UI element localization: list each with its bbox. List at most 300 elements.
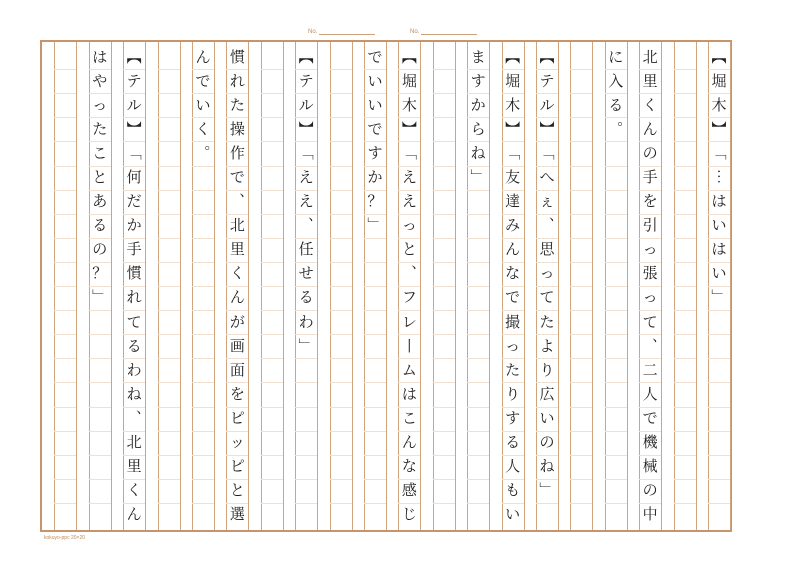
grid-horizontal-line <box>467 431 489 432</box>
grid-horizontal-line <box>605 382 627 383</box>
grid-horizontal-line <box>54 310 76 311</box>
text-column <box>226 45 248 527</box>
character-cell: 広 <box>539 384 555 403</box>
character-cell: で <box>367 119 383 138</box>
grid-horizontal-line <box>330 334 352 335</box>
grid-vertical-line <box>214 42 215 530</box>
character-cell: ︼ <box>539 119 555 138</box>
grid-horizontal-line <box>192 455 214 456</box>
grid-horizontal-line <box>570 431 592 432</box>
grid-horizontal-line <box>674 431 696 432</box>
grid-horizontal-line <box>295 358 317 359</box>
grid-horizontal-line <box>605 214 627 215</box>
character-cell: ﹂ <box>92 288 108 307</box>
character-cell: っ <box>642 288 658 307</box>
grid-horizontal-line <box>330 479 352 480</box>
character-cell: て <box>539 288 555 307</box>
character-cell: ︑ <box>126 408 142 427</box>
character-cell: か <box>126 216 142 235</box>
grid-horizontal-line <box>158 479 180 480</box>
character-cell: か <box>470 95 486 114</box>
grid-horizontal-line <box>708 503 730 504</box>
character-cell: わ <box>126 360 142 379</box>
grid-horizontal-line <box>605 190 627 191</box>
character-cell: と <box>92 168 108 187</box>
grid-horizontal-line <box>674 141 696 142</box>
grid-horizontal-line <box>364 479 386 480</box>
character-cell: で <box>505 288 521 307</box>
character-cell: で <box>229 168 245 187</box>
character-cell: ︼ <box>401 119 417 138</box>
character-cell: ピ <box>229 408 245 427</box>
grid-horizontal-line <box>364 310 386 311</box>
character-cell: く <box>195 119 211 138</box>
grid-horizontal-line <box>570 166 592 167</box>
grid-horizontal-line <box>54 166 76 167</box>
character-cell: り <box>505 384 521 403</box>
grid-horizontal-line <box>674 166 696 167</box>
grid-vertical-line <box>455 42 456 530</box>
grid-horizontal-line <box>158 141 180 142</box>
character-cell: に <box>608 47 624 66</box>
character-cell: ︼ <box>711 119 727 138</box>
character-cell: は <box>401 384 417 403</box>
grid-horizontal-line <box>295 431 317 432</box>
grid-horizontal-line <box>54 190 76 191</box>
character-cell: ﹂ <box>298 336 314 355</box>
grid-horizontal-line <box>295 407 317 408</box>
character-cell: た <box>92 119 108 138</box>
character-cell: よ <box>539 336 555 355</box>
grid-horizontal-line <box>330 286 352 287</box>
character-cell: 二 <box>642 360 658 379</box>
character-cell: ︻ <box>539 47 555 66</box>
grid-horizontal-line <box>674 190 696 191</box>
grid-horizontal-line <box>54 141 76 142</box>
character-cell: ら <box>470 119 486 138</box>
grid-vertical-line <box>283 42 284 530</box>
grid-horizontal-line <box>467 358 489 359</box>
character-cell: ッ <box>229 433 245 452</box>
character-cell: で <box>195 71 211 90</box>
character-cell: ︼ <box>298 119 314 138</box>
character-cell: 人 <box>505 457 521 476</box>
grid-horizontal-line <box>158 286 180 287</box>
grid-vertical-line <box>352 42 353 530</box>
grid-horizontal-line <box>708 407 730 408</box>
character-cell: は <box>711 192 727 211</box>
grid-horizontal-line <box>674 262 696 263</box>
character-cell: 人 <box>642 384 658 403</box>
grid-horizontal-line <box>570 141 592 142</box>
character-cell: い <box>505 505 521 524</box>
character-cell: ？ <box>92 264 108 283</box>
character-cell: 任 <box>298 240 314 259</box>
grid-horizontal-line <box>433 117 455 118</box>
character-cell: じ <box>401 505 417 524</box>
grid-horizontal-line <box>570 238 592 239</box>
character-cell: も <box>505 481 521 500</box>
character-cell: い <box>711 264 727 283</box>
grid-horizontal-line <box>605 479 627 480</box>
grid-horizontal-line <box>433 286 455 287</box>
character-cell: ︙ <box>711 168 727 187</box>
grid-horizontal-line <box>570 407 592 408</box>
grid-horizontal-line <box>467 238 489 239</box>
character-cell: の <box>539 433 555 452</box>
grid-horizontal-line <box>433 358 455 359</box>
character-cell: た <box>539 312 555 331</box>
grid-vertical-line <box>420 42 421 530</box>
grid-horizontal-line <box>261 93 283 94</box>
grid-horizontal-line <box>364 455 386 456</box>
character-cell: ル <box>298 95 314 114</box>
grid-horizontal-line <box>261 141 283 142</box>
character-cell: 堀 <box>401 71 417 90</box>
text-column <box>467 45 489 190</box>
grid-horizontal-line <box>467 503 489 504</box>
character-cell: ︻ <box>711 47 727 66</box>
grid-horizontal-line <box>364 334 386 335</box>
character-cell: ︻ <box>126 47 142 66</box>
character-cell: ︑ <box>298 216 314 235</box>
grid-horizontal-line <box>54 117 76 118</box>
character-cell: す <box>367 143 383 162</box>
text-column <box>639 45 661 527</box>
grid-horizontal-line <box>364 382 386 383</box>
character-cell: あ <box>92 192 108 211</box>
grid-horizontal-line <box>467 262 489 263</box>
grid-horizontal-line <box>261 69 283 70</box>
character-cell: ︻ <box>298 47 314 66</box>
number-field-1 <box>308 29 375 35</box>
grid-vertical-line <box>317 42 318 530</box>
manuscript-sheet <box>40 40 732 532</box>
character-cell: ？ <box>367 192 383 211</box>
text-column <box>502 45 524 527</box>
grid-vertical-line <box>386 42 387 530</box>
grid-horizontal-line <box>433 503 455 504</box>
character-cell: ね <box>539 457 555 476</box>
grid-horizontal-line <box>674 238 696 239</box>
character-cell: み <box>505 216 521 235</box>
grid-horizontal-line <box>158 69 180 70</box>
grid-horizontal-line <box>261 382 283 383</box>
grid-horizontal-line <box>330 141 352 142</box>
grid-horizontal-line <box>605 238 627 239</box>
number-label: No. <box>308 29 318 35</box>
grid-horizontal-line <box>433 479 455 480</box>
grid-horizontal-line <box>192 479 214 480</box>
character-cell: 張 <box>642 264 658 283</box>
grid-horizontal-line <box>330 455 352 456</box>
grid-horizontal-line <box>192 166 214 167</box>
grid-horizontal-line <box>330 238 352 239</box>
grid-horizontal-line <box>54 334 76 335</box>
grid-horizontal-line <box>89 310 111 311</box>
character-cell: ん <box>126 505 142 524</box>
character-cell: る <box>608 95 624 114</box>
character-cell: る <box>126 336 142 355</box>
grid-horizontal-line <box>605 455 627 456</box>
character-cell: ︑ <box>642 336 658 355</box>
grid-horizontal-line <box>570 310 592 311</box>
character-cell: れ <box>229 71 245 90</box>
grid-horizontal-line <box>708 455 730 456</box>
character-cell: の <box>92 240 108 259</box>
character-cell: ル <box>539 95 555 114</box>
character-cell: す <box>505 408 521 427</box>
grid-horizontal-line <box>261 455 283 456</box>
character-cell: な <box>505 264 521 283</box>
character-cell: ね <box>470 143 486 162</box>
grid-horizontal-line <box>433 431 455 432</box>
paper-code: kokuyo-ppc 20×20 <box>44 535 86 541</box>
grid-horizontal-line <box>158 93 180 94</box>
grid-horizontal-line <box>674 69 696 70</box>
character-cell: て <box>126 312 142 331</box>
grid-horizontal-line <box>158 166 180 167</box>
grid-horizontal-line <box>158 214 180 215</box>
grid-horizontal-line <box>570 93 592 94</box>
grid-horizontal-line <box>192 358 214 359</box>
grid-horizontal-line <box>605 141 627 142</box>
character-cell: ﹂ <box>470 168 486 187</box>
grid-horizontal-line <box>674 93 696 94</box>
character-cell: り <box>539 360 555 379</box>
grid-horizontal-line <box>570 214 592 215</box>
grid-horizontal-line <box>54 93 76 94</box>
grid-horizontal-line <box>467 382 489 383</box>
character-cell: ぇ <box>539 192 555 211</box>
character-cell: 感 <box>401 481 417 500</box>
character-cell: 入 <box>608 71 624 90</box>
grid-horizontal-line <box>674 382 696 383</box>
character-cell: る <box>298 288 314 307</box>
grid-horizontal-line <box>89 382 111 383</box>
number-blank <box>421 34 477 35</box>
character-cell: っ <box>401 216 417 235</box>
grid-horizontal-line <box>295 503 317 504</box>
grid-horizontal-line <box>261 238 283 239</box>
character-cell: ︼ <box>505 119 521 138</box>
character-cell: ﹁ <box>711 143 727 162</box>
character-cell: 画 <box>229 336 245 355</box>
grid-vertical-line <box>76 42 77 530</box>
character-cell: て <box>642 312 658 331</box>
character-cell: い <box>367 71 383 90</box>
grid-horizontal-line <box>261 407 283 408</box>
grid-horizontal-line <box>364 358 386 359</box>
character-cell: い <box>539 408 555 427</box>
character-cell: る <box>505 433 521 452</box>
character-cell: く <box>642 95 658 114</box>
grid-horizontal-line <box>261 214 283 215</box>
character-cell: ︒ <box>608 119 624 138</box>
grid-horizontal-line <box>330 166 352 167</box>
grid-horizontal-line <box>158 190 180 191</box>
grid-horizontal-line <box>192 286 214 287</box>
grid-vertical-line <box>730 42 731 530</box>
grid-horizontal-line <box>570 479 592 480</box>
character-cell: 木 <box>401 95 417 114</box>
grid-horizontal-line <box>605 431 627 432</box>
grid-horizontal-line <box>467 455 489 456</box>
grid-horizontal-line <box>674 286 696 287</box>
grid-horizontal-line <box>605 503 627 504</box>
grid-horizontal-line <box>708 382 730 383</box>
character-cell: だ <box>126 192 142 211</box>
grid-horizontal-line <box>330 407 352 408</box>
character-cell: ま <box>470 47 486 66</box>
grid-horizontal-line <box>364 431 386 432</box>
character-cell: ん <box>195 47 211 66</box>
grid-vertical-line <box>145 42 146 530</box>
grid-horizontal-line <box>674 455 696 456</box>
grid-horizontal-line <box>261 310 283 311</box>
text-column <box>398 45 420 527</box>
grid-horizontal-line <box>89 407 111 408</box>
grid-vertical-line <box>111 42 112 530</box>
grid-horizontal-line <box>605 358 627 359</box>
grid-horizontal-line <box>261 503 283 504</box>
grid-horizontal-line <box>570 334 592 335</box>
character-cell: わ <box>298 312 314 331</box>
grid-horizontal-line <box>708 310 730 311</box>
character-cell: ﹂ <box>539 481 555 500</box>
grid-horizontal-line <box>158 117 180 118</box>
character-cell: せ <box>298 264 314 283</box>
character-cell: 何 <box>126 168 142 187</box>
grid-horizontal-line <box>570 503 592 504</box>
grid-horizontal-line <box>192 310 214 311</box>
character-cell: 北 <box>126 433 142 452</box>
character-cell: ︻ <box>401 47 417 66</box>
character-cell: い <box>195 95 211 114</box>
grid-horizontal-line <box>54 407 76 408</box>
grid-horizontal-line <box>674 503 696 504</box>
number-blank <box>319 34 375 35</box>
grid-horizontal-line <box>261 479 283 480</box>
character-cell: 手 <box>126 240 142 259</box>
grid-horizontal-line <box>467 407 489 408</box>
grid-horizontal-line <box>261 431 283 432</box>
character-cell: く <box>229 264 245 283</box>
grid-horizontal-line <box>433 310 455 311</box>
character-cell: れ <box>126 288 142 307</box>
grid-horizontal-line <box>433 238 455 239</box>
character-cell: ん <box>229 288 245 307</box>
grid-horizontal-line <box>433 214 455 215</box>
grid-horizontal-line <box>158 503 180 504</box>
character-cell: ﹁ <box>126 143 142 162</box>
grid-horizontal-line <box>158 262 180 263</box>
character-cell: 丨 <box>401 336 417 355</box>
grid-horizontal-line <box>54 262 76 263</box>
grid-horizontal-line <box>605 286 627 287</box>
character-cell: ︒ <box>195 143 211 162</box>
character-cell: っ <box>539 264 555 283</box>
grid-horizontal-line <box>192 503 214 504</box>
grid-horizontal-line <box>54 69 76 70</box>
character-cell: は <box>92 47 108 66</box>
character-cell: ﹁ <box>401 143 417 162</box>
grid-horizontal-line <box>467 190 489 191</box>
character-cell: た <box>505 360 521 379</box>
character-cell: 達 <box>505 192 521 211</box>
grid-horizontal-line <box>433 407 455 408</box>
grid-horizontal-line <box>674 310 696 311</box>
grid-horizontal-line <box>330 358 352 359</box>
grid-vertical-line <box>592 42 593 530</box>
character-cell: ん <box>401 433 417 452</box>
character-cell: な <box>401 457 417 476</box>
text-column <box>89 45 111 310</box>
character-cell: こ <box>401 408 417 427</box>
text-column <box>123 45 145 527</box>
character-cell: レ <box>401 312 417 331</box>
character-cell: い <box>367 95 383 114</box>
character-cell: 思 <box>539 240 555 259</box>
character-cell: え <box>401 168 417 187</box>
character-cell: 慣 <box>229 47 245 66</box>
grid-horizontal-line <box>295 382 317 383</box>
character-cell: い <box>711 216 727 235</box>
grid-horizontal-line <box>364 262 386 263</box>
character-cell: 撮 <box>505 312 521 331</box>
character-cell: え <box>298 192 314 211</box>
text-column <box>708 45 730 310</box>
grid-horizontal-line <box>54 479 76 480</box>
grid-horizontal-line <box>192 407 214 408</box>
grid-horizontal-line <box>570 382 592 383</box>
grid-horizontal-line <box>330 214 352 215</box>
character-cell: で <box>367 47 383 66</box>
grid-horizontal-line <box>89 455 111 456</box>
grid-horizontal-line <box>330 93 352 94</box>
character-cell: ね <box>126 384 142 403</box>
character-cell: ん <box>505 240 521 259</box>
character-cell: ︑ <box>539 216 555 235</box>
grid-horizontal-line <box>570 262 592 263</box>
grid-horizontal-line <box>364 238 386 239</box>
grid-horizontal-line <box>467 310 489 311</box>
grid-vertical-line <box>558 42 559 530</box>
grid-horizontal-line <box>54 503 76 504</box>
character-cell: ﹁ <box>539 143 555 162</box>
grid-horizontal-line <box>433 382 455 383</box>
character-cell: 北 <box>229 216 245 235</box>
grid-horizontal-line <box>261 262 283 263</box>
character-cell: 木 <box>711 95 727 114</box>
grid-horizontal-line <box>708 334 730 335</box>
character-cell: ︑ <box>229 192 245 211</box>
character-cell: 操 <box>229 119 245 138</box>
grid-horizontal-line <box>433 190 455 191</box>
number-field-2 <box>410 29 477 35</box>
grid-horizontal-line <box>605 310 627 311</box>
grid-horizontal-line <box>570 190 592 191</box>
grid-horizontal-line <box>570 358 592 359</box>
grid-vertical-line <box>180 42 181 530</box>
grid-horizontal-line <box>192 431 214 432</box>
character-cell: 里 <box>126 457 142 476</box>
grid-horizontal-line <box>674 214 696 215</box>
grid-vertical-line <box>489 42 490 530</box>
grid-horizontal-line <box>89 334 111 335</box>
grid-vertical-line <box>524 42 525 530</box>
grid-horizontal-line <box>54 358 76 359</box>
